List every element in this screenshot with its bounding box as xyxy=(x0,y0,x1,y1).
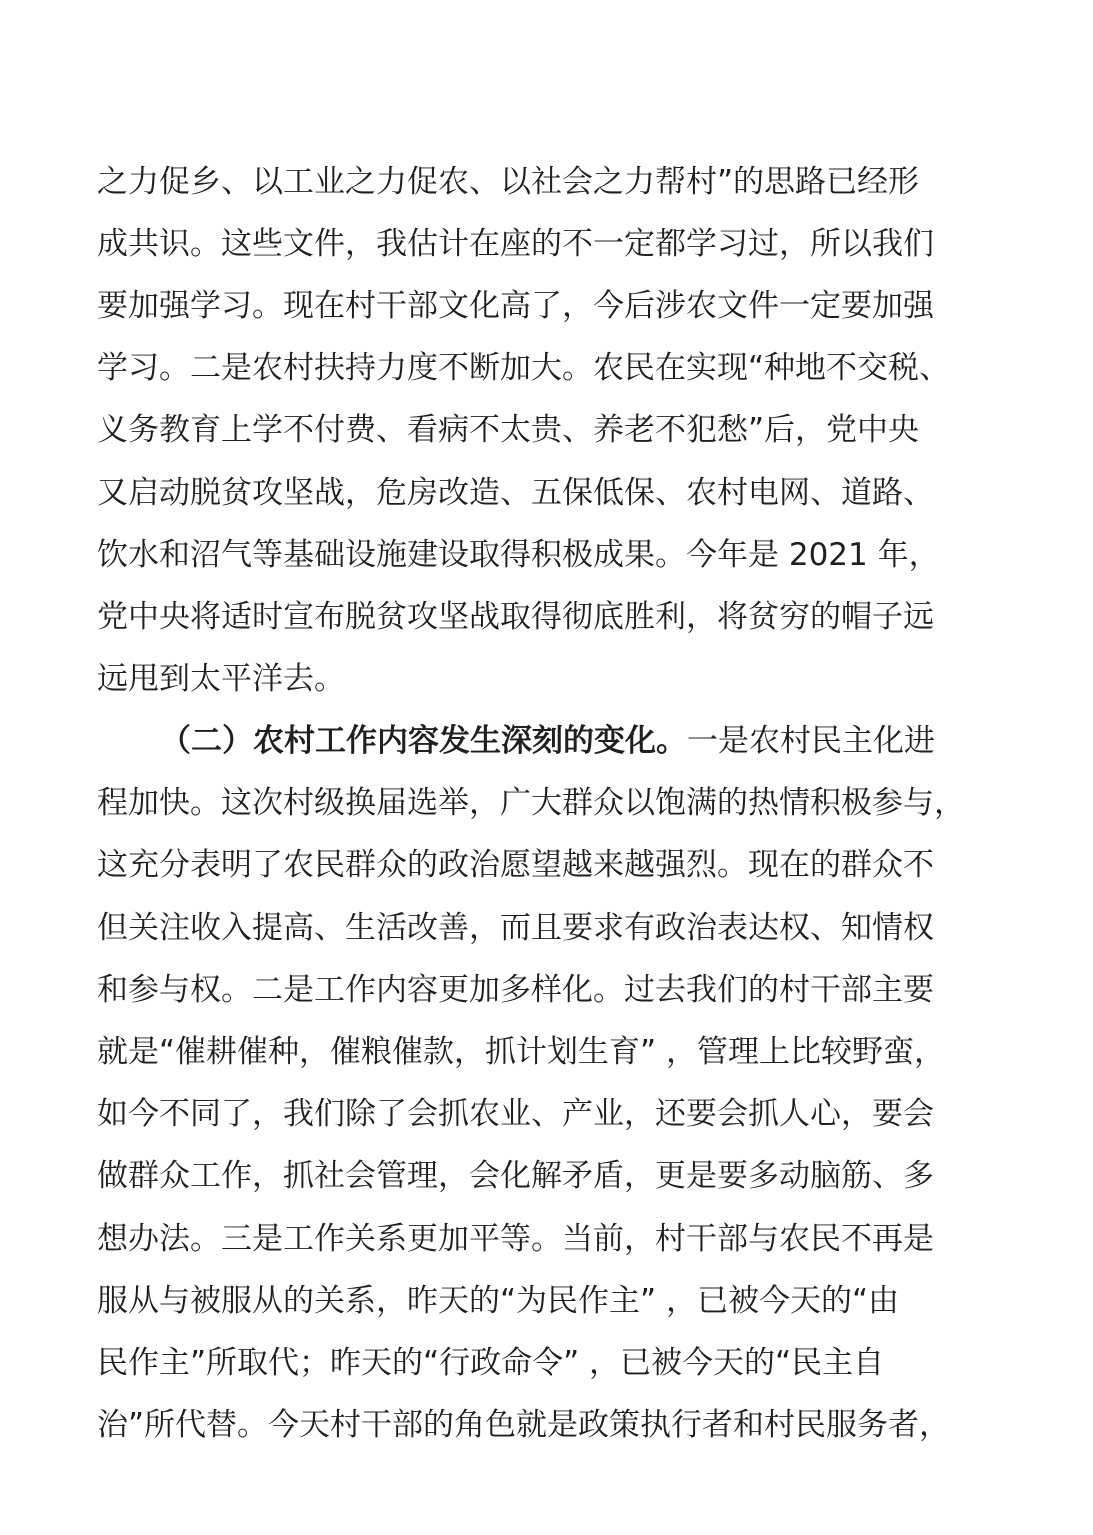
section-heading-line xyxy=(160,721,935,761)
body-text-line: 和参与权。二是工作内容更加多样化。过去我们的村干部主要 xyxy=(97,972,934,1008)
body-text-line: 成共识。这些文件，我估计在座的不一定都学习过，所以我们 xyxy=(97,226,934,262)
body-text-line: 如今不同了，我们除了会抓农业、产业，还要会抓人心，要会 xyxy=(97,1096,934,1132)
body-text-line: 党中央将适时宣布脱贫攻坚战取得彻底胜利，将贫穷的帽子远 xyxy=(97,599,934,635)
body-text-line: 又启动脱贫攻坚战，危房改造、五保低保、农村电网、道路、 xyxy=(97,475,934,511)
body-text-line: 但关注收入提高、生活改善，而且要求有政治表达权、知情权 xyxy=(97,910,934,946)
body-text-line: 治”所代替。今天村干部的角色就是政策执行者和村民服务者， xyxy=(97,1407,951,1443)
body-text-line: 这充分表明了农民群众的政治愿望越来越强烈。现在的群众不 xyxy=(97,847,934,883)
body-text-line: 程加快。这次村级换届选举，广大群众以饱满的热情积极参与， xyxy=(97,785,965,821)
section-heading: （二）农村工作内容发生深刻的变化。 xyxy=(160,723,687,759)
body-text-line: 服从与被服从的关系，昨天的“为民作主” ，已被今天的“由 xyxy=(97,1283,900,1319)
body-text-line: 饮水和沼气等基础设施建设取得积极成果。今年是 2021 年， xyxy=(97,537,940,573)
body-text-line: 就是“催耕催种，催粮催款，抓计划生育” ，管理上比较野蛮， xyxy=(97,1034,945,1070)
body-text-line: 义务教育上学不付费、看病不太贵、养老不犯愁”后，党中央 xyxy=(97,412,920,448)
body-text-line: 想办法。三是工作关系更加平等。当前，村干部与农民不再是 xyxy=(97,1221,934,1257)
body-text-line: 民作主”所取代；昨天的“行政命令” ，已被今天的“民主自 xyxy=(97,1345,885,1381)
body-text-line: 要加强学习。现在村干部文化高了，今后涉农文件一定要加强 xyxy=(97,288,934,324)
body-text-line: 学习。二是农村扶持力度不断加大。农民在实现“种地不交税、 xyxy=(97,350,951,386)
body-text: 一是农村民主化进 xyxy=(687,723,935,759)
body-text-line: 之力促乡、以工业之力促农、以社会之力帮村”的思路已经形 xyxy=(97,164,920,200)
body-text-line: 做群众工作，抓社会管理，会化解矛盾，更是要多动脑筋、多 xyxy=(97,1158,934,1194)
body-text-line: 远甩到太平洋去。 xyxy=(97,661,345,697)
